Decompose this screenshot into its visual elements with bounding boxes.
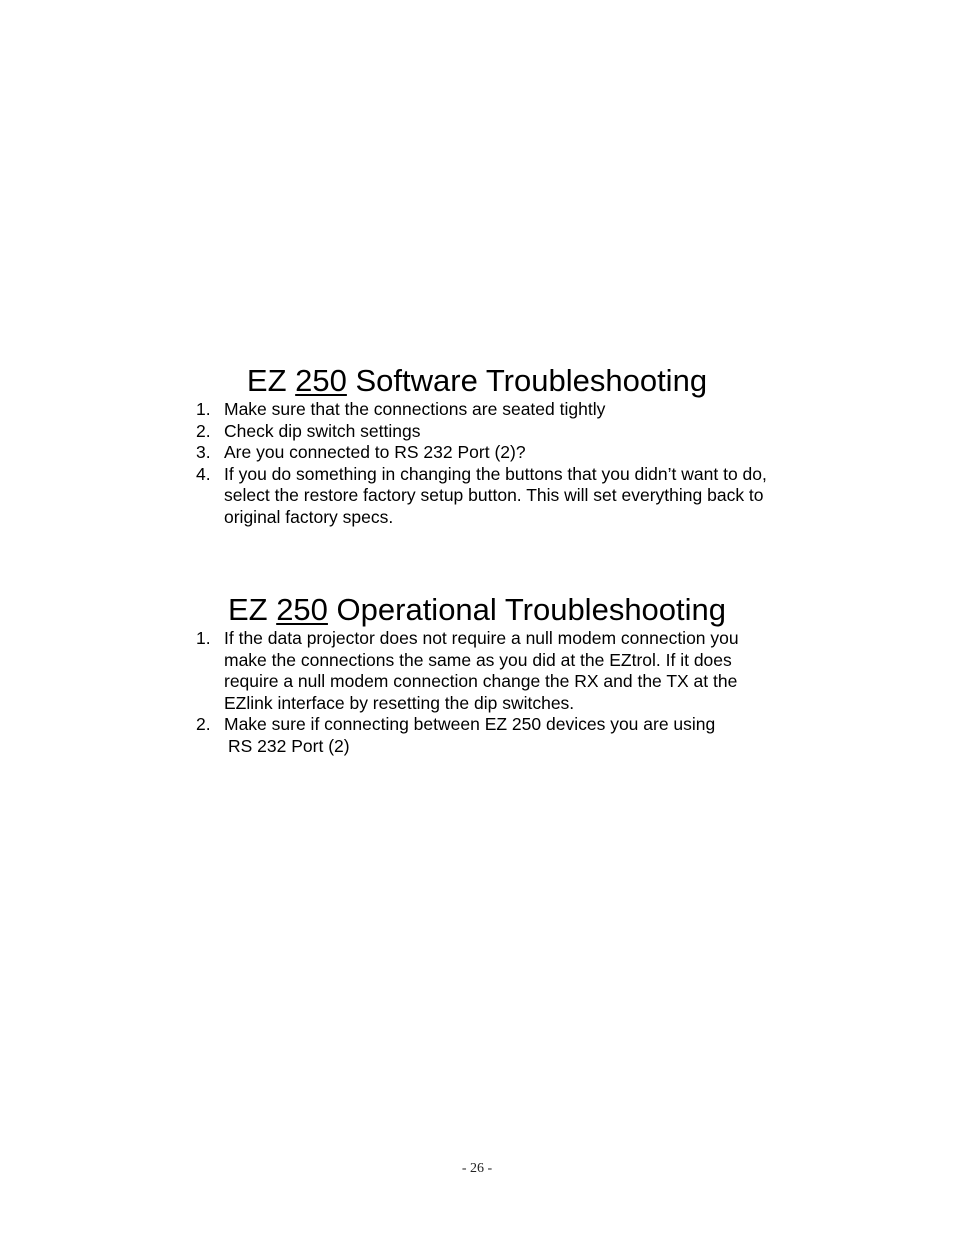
title-prefix: EZ (246, 363, 296, 398)
list-item-text: Check dip switch settings (224, 420, 421, 441)
list-item-text: RS 232 Port (2) (228, 735, 350, 756)
software-troubleshooting-title (0, 363, 954, 399)
list-item (196, 399, 836, 421)
list-item (196, 421, 836, 443)
list-item (196, 464, 836, 529)
list-marker: 3. (196, 442, 211, 462)
list-item (196, 714, 836, 757)
list-item-text: If the data projector does not require a null modem connection you (224, 628, 739, 648)
list-marker: 2. (196, 420, 211, 441)
list-marker: 1. (196, 628, 211, 648)
list-item-text: require a null modem connection change the RX and the TX at the (224, 671, 738, 691)
list-item-text: Make sure if connecting between EZ 250 devices you are using (224, 714, 716, 734)
title-prefix: EZ (227, 592, 277, 627)
list-item-text: select the restore factory setup button. This will set everything back to (224, 485, 764, 505)
list-marker: 2. (196, 714, 211, 734)
list-item-text: original factory specs. (224, 506, 394, 527)
operational-steps-list (196, 628, 836, 757)
list-item-text: Make sure that the connections are seated tightly (224, 399, 606, 419)
list-marker: 1. (196, 399, 211, 419)
operational-troubleshooting-title (0, 592, 954, 628)
list-item-text: make the connections the same as you did at the EZtrol. If it does (224, 649, 732, 670)
list-item-text: EZlink interface by resetting the dip switches. (224, 692, 575, 713)
title-suffix: Software Troubleshooting (346, 363, 708, 398)
list-item (196, 628, 836, 714)
list-item-text: If you do something in changing the buttons that you didn’t want to do, (224, 463, 767, 484)
software-steps-list (196, 399, 836, 528)
title-suffix: Operational Troubleshooting (327, 592, 727, 627)
title-model-number: 250 (276, 592, 328, 627)
page-number: - 26 - (461, 1161, 493, 1176)
list-item-text: Are you connected to RS 232 Port (2)? (224, 442, 526, 462)
title-model-number: 250 (295, 363, 347, 398)
list-marker: 4. (196, 463, 211, 484)
list-item (196, 442, 836, 464)
